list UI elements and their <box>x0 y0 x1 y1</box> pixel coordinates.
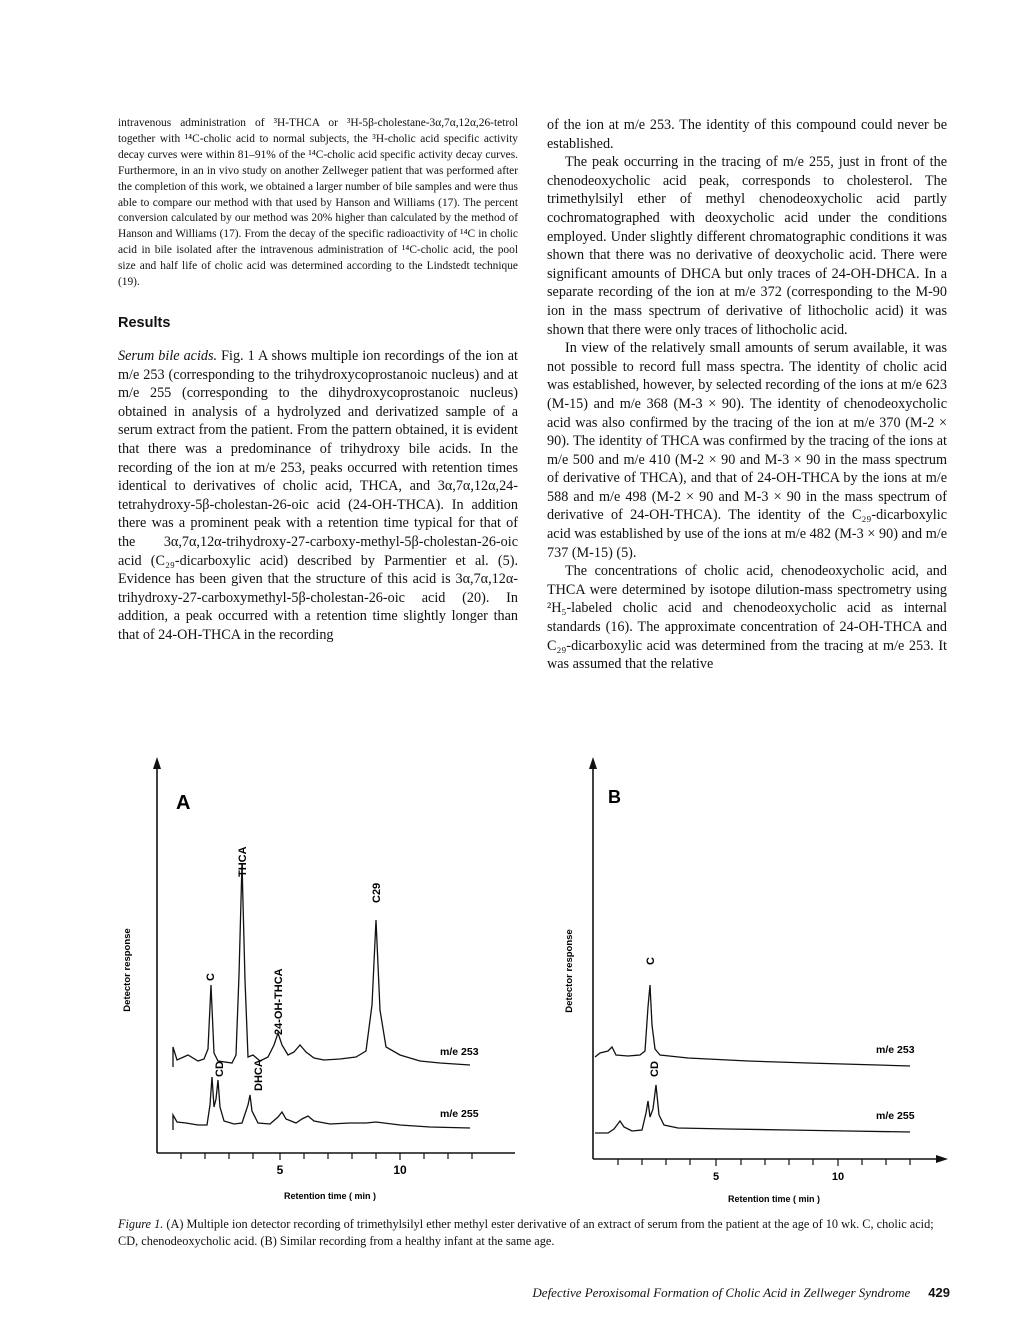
x-axis-ticks <box>618 1159 910 1166</box>
peak-label-thca: THCA <box>237 846 249 877</box>
y-axis-label: Detector response <box>564 929 575 1013</box>
peak-label-c29: C29 <box>371 882 383 903</box>
paragraph-2: The peak occurring in the tracing of m/e 255, just in front of the chenodeoxycholic acid peak, corresponds to cholesterol. The trimethylsilyl ether of methyl chenodeoxycholic acid partly cochromatographed with deoxycholic acid under the conditions employed. Under slightly different chromatographic conditions it was shown that there was no derivative of deoxycholic acid. There were significant amounts of DHCA but only traces of 24-OH-DHCA. In a separate recording of the ion at m/e 372 (corresponding to the M-90 ion in the mass spectrum of derivative of lithocholic acid) it was shown that there were only traces of lithocholic acid. <box>547 154 947 338</box>
trace-label-me253: m/e 253 <box>876 1044 915 1056</box>
x-axis-arrow <box>936 1155 948 1163</box>
x-tick-5: 5 <box>276 1163 284 1177</box>
y-axis-arrow <box>589 757 597 769</box>
trace-label-me255: m/e 255 <box>440 1108 479 1120</box>
page-number: 429 <box>928 1285 950 1300</box>
peak-label-dhca: DHCA <box>253 1059 265 1091</box>
x-axis-label: Retention time ( min ) <box>284 1191 376 1201</box>
paragraph-3: In view of the relatively small amounts of serum available, it was not possible to record full mass spectra. The identity of cholic acid was established, however, by selected recording of the ions at m/e 623 (M-15) and m/e 368 (M-3 × 90). The identity of chenodeoxycholic acid was also confirmed by the tracing of the ion at m/e 370 (M-2 × 90). The identity of THCA was confirmed by the tracing of the ions at m/e 500 and m/e 410 (M-2 × 90 and M-3 × 90 in the mass spectrum of derivative of THCA), and that of 24-OH-THCA by the ions at m/e 588 and m/e 498 (M-2 × 90 and M-3 × 90 in the mass spectrum of derivative of 24-OH-THCA). The identity of the C₂₉-dicarboxylic acid was established by use of the ions at m/e 482 (M-3 × 90) and m/e 737 (M-15) (5). <box>547 340 947 561</box>
peak-label-24-oh-thca: 24-OH-THCA <box>273 968 285 1035</box>
paragraph-1: of the ion at m/e 253. The identity of this compound could never be established. <box>547 117 947 152</box>
intro-paragraph: intravenous administration of ³H-THCA or ³H-5β-cholestane-3α,7α,12α,26-tetrol together with ¹⁴C-cholic acid to normal subjects, the ³H-cholic acid specific activity decay curves were within 81–91% of the ¹⁴C-cholic acid specific activity decay curves. Furthermore, in an in vivo study on another Zellweger patient that was performed after the completion of this work, we obtained a larger number of bile samples and were thus able to compare our method with that used by Hanson and Williams (17). The percent conversion calculated by our method was 20% higher than calculated by the method of Hanson and Williams (17). From the decay of the specific radioactivity of ¹⁴C in cholic acid in bile isolated after the intravenous administration of ¹⁴C-cholic acid, the pool size and half life of cholic acid was determined according to the Lindstedt technique (19). <box>118 117 518 289</box>
panel-letter-a: A <box>176 792 191 814</box>
results-heading: Results <box>118 314 171 331</box>
figure-panel-a <box>110 755 525 1205</box>
right-column <box>547 116 947 674</box>
figure-panel-b <box>548 755 958 1205</box>
trace-label-me253: m/e 253 <box>440 1046 479 1058</box>
figure-caption <box>118 1216 948 1249</box>
x-axis-ticks <box>181 1153 472 1160</box>
y-axis-arrow <box>153 757 161 769</box>
peak-label-c: C <box>645 957 657 965</box>
panel-letter-b: B <box>608 787 621 807</box>
trace-me255 <box>173 1077 470 1130</box>
trace-label-me255: m/e 255 <box>876 1110 915 1122</box>
trace-me253 <box>595 985 910 1066</box>
x-tick-10: 10 <box>393 1163 407 1177</box>
x-tick-10: 10 <box>831 1171 845 1183</box>
trace-me253 <box>173 863 470 1067</box>
paragraph-4: The concentrations of cholic acid, chenodeoxycholic acid, and THCA were determined by isotope dilution-mass spectrometry using ²H₅-labeled cholic acid and chenodeoxycholic acid as internal standards (16). The approximate concentration of 24-OH-THCA and C₂₉-dicarboxylic acid was determined from the tracing at m/e 253. It was assumed that the relative <box>547 563 947 673</box>
results-text: Fig. 1 A shows multiple ion recordings of the ion at m/e 253 (corresponding to the trihydroxycoprostanoic nucleus) and at m/e 255 (corresponding to the dihydroxycoprostanoic nucleus) obtained in analysis of a hydrolyzed and derivatized sample of a serum extract from the patient. From the pattern obtained, it is evident that there was a predominance of trihydroxy bile acids. In the recording of the ion at m/e 253, peaks occurred with retention times identical to derivatives of cholic acid, THCA, and 3α,7α,12α,24-tetrahydroxy-5β-cholestan-26-oic acid (24-OH-THCA). In addition there was a prominent peak with a retention time typical for that of the 3α,7α,12α-trihydroxy-27-carboxy-methyl-5β-cholestan-26-oic acid (C₂₉-dicarboxylic acid) described by Parmentier et al. (5). Evidence has been given that the structure of this acid is 3α,7α,12α-trihydroxy-27-carboxymethyl-5β-cholestan-26-oic acid (20). In addition, a peak occurred with a retention time slightly longer than that of 24-OH-THCA in the recording <box>118 347 518 643</box>
running-title: Defective Peroxisomal Formation of Cholic Acid in Zellweger Syndrome <box>532 1285 911 1300</box>
trace-me255 <box>595 1085 910 1133</box>
x-axis-label: Retention time ( min ) <box>728 1194 820 1204</box>
peak-label-cd: CD <box>649 1061 661 1077</box>
caption-lead: Figure 1. <box>118 1217 164 1231</box>
results-paragraph <box>118 347 518 645</box>
peak-label-cd: CD <box>214 1061 226 1077</box>
results-lead: Serum bile acids. <box>118 347 218 364</box>
left-column <box>118 116 518 644</box>
peak-label-c: C <box>205 973 217 981</box>
caption-text: (A) Multiple ion detector recording of trimethylsilyl ether methyl ester derivative of an extract of serum from the patient at the age of 10 wk. C, cholic acid; CD, chenodeoxycholic acid. (B) Similar recording from a healthy infant at the same age. <box>118 1217 934 1248</box>
y-axis-label: Detector response <box>122 928 133 1012</box>
x-tick-5: 5 <box>712 1171 720 1183</box>
page-footer <box>532 1285 950 1301</box>
